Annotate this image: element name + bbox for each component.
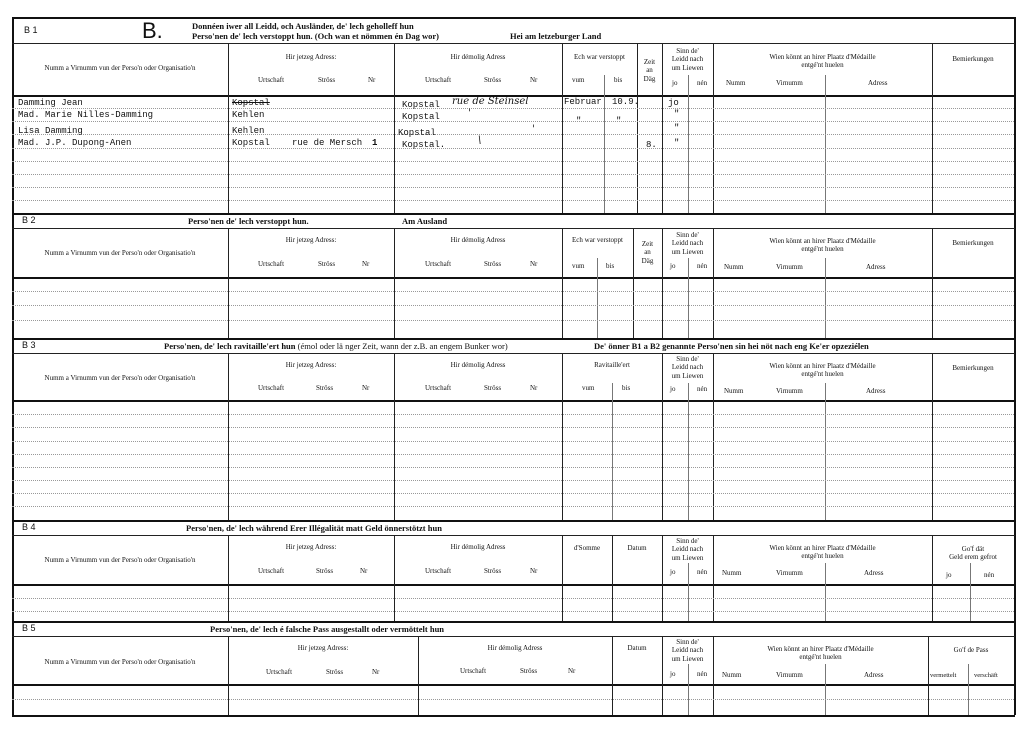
b4-repaid-header: Go'f dät Geld erem gefrot — [949, 545, 997, 562]
b5-virnumm: Virnumm — [776, 671, 803, 679]
b3-name-header: Numm a Virnumm vun der Perso'n oder Organisatio'n — [44, 374, 196, 382]
b3-vum: vum — [582, 384, 595, 392]
b3-virnumm: Virnumm — [776, 387, 803, 395]
b5-old-stross: Ströss — [520, 667, 538, 675]
b1-title-line1: Donnéen iwer all Leidd, och Ausländer, de' lech geholleff hun — [192, 21, 414, 31]
section-letter: B. — [142, 18, 163, 43]
b1-row4-cur-place: Kopstal — [232, 138, 270, 148]
b2-adress: Adress — [866, 263, 886, 271]
b4-old-nr: Nr — [530, 567, 538, 575]
b1-row3-alive: " — [674, 123, 680, 133]
b2-old-stross: Ströss — [484, 260, 502, 268]
b3-remarks-header: Bemierkungen — [952, 364, 994, 372]
b1-nen: nén — [697, 79, 708, 87]
b4-title: Perso'nen, de' lech während Erer Illégalität matt Geld önnerstötzt hun — [186, 523, 442, 533]
b1-row3-name: Lisa Damming — [18, 126, 83, 136]
b5-cur-nr: Nr — [372, 668, 380, 676]
b4-former-address-header: Hir démolig Adress — [450, 543, 506, 551]
b1-row1-cur-place: Kopstal — [232, 98, 270, 108]
b1-virnumm: Virnumm — [776, 79, 803, 87]
b2-current-address-header: Hir jetzeg Adress: — [285, 236, 337, 244]
b5-name-header: Numm a Virnumm vun der Perso'n oder Organisatio'n — [44, 658, 196, 666]
b5-old-urtschaft: Urtschaft — [460, 667, 487, 675]
b2-former-address-header: Hir démolig Adress — [450, 236, 506, 244]
b3-top — [12, 338, 1015, 340]
b1-current-address-header: Hir jetzeg Adress: — [285, 53, 337, 61]
b4-cur-urtschaft: Urtschaft — [258, 567, 285, 575]
b1-old-urtschaft: Urtschaft — [425, 76, 452, 84]
b1-row3-cur-place: Kehlen — [232, 126, 265, 136]
b4-virnumm: Virnumm — [776, 569, 803, 577]
b4-repaid-jo: jo — [946, 571, 952, 579]
b4-old-stross: Ströss — [484, 567, 502, 575]
b3-cur-urtschaft: Urtschaft — [258, 384, 285, 392]
b1-row2-old-place: Kopstal — [402, 112, 440, 122]
b5-former-address-header: Hir démolig Adress — [487, 644, 543, 652]
b4-old-urtschaft: Urtschaft — [425, 567, 452, 575]
b1-adress: Adress — [868, 79, 888, 87]
b1-title-extra: Hei am letzeburger Land — [510, 31, 602, 41]
b4-sum-header: d'Somme — [573, 544, 601, 552]
section-id-b2: B 2 — [22, 215, 36, 225]
b1-zeit-header: Zeit an Däg — [643, 58, 656, 83]
b3-medal-header: Wien könnt an hirer Plaatz d'Médaille entgé'nt huelen — [769, 362, 876, 379]
b1-row2-old-street: ' — [468, 108, 471, 119]
b2-numm: Numm — [724, 263, 744, 271]
b4-cur-stross: Ströss — [316, 567, 334, 575]
outer-border-bottom — [12, 715, 1015, 717]
b5-alive-header: Sinn de' Leidd nach um Liewen — [671, 638, 704, 663]
b1-row2-cur-place: Kehlen — [232, 110, 265, 120]
b1-row1-to: 10.9. — [612, 97, 640, 107]
b3-title: Perso'nen, de' lech ravitaille'ert hun (émol oder lä nger Zeit, wann der z.B. an engem Bunker wor) — [164, 341, 508, 351]
b2-vum: vum — [572, 262, 585, 270]
b5-vermettelt: vermettelt — [930, 672, 957, 679]
b1-name-header: Numm a Virnumm vun der Perso'n oder Organisatio'n — [44, 64, 196, 72]
b5-verschaft: verschäft — [974, 672, 998, 679]
b1-numm: Numm — [726, 79, 746, 87]
b5-pass-header: Go'f de Pass — [953, 646, 989, 654]
section-id-b5: B 5 — [22, 623, 36, 633]
b1-row3-to: " — [616, 116, 622, 126]
b1-row1-old-street: rue de Steinsel — [452, 96, 529, 107]
b1-vum: vum — [572, 76, 585, 84]
b3-current-address-header: Hir jetzeg Adress: — [285, 361, 337, 369]
b1-former-address-header: Hir démolig Adress — [450, 53, 506, 61]
b1-row3-old-street: ' — [532, 124, 535, 135]
b3-former-address-header: Hir démolig Adress — [450, 361, 506, 369]
b4-nen: nén — [697, 568, 708, 576]
b1-cur-urtschaft: Urtschaft — [258, 76, 285, 84]
b4-alive-header: Sinn de' Leidd nach um Liewen — [671, 537, 704, 562]
b3-numm: Numm — [724, 387, 744, 395]
b1-remarks-header: Bemierkungen — [952, 55, 994, 63]
section-id-b4: B 4 — [22, 522, 36, 532]
b3-old-urtschaft: Urtschaft — [425, 384, 452, 392]
b2-old-urtschaft: Urtschaft — [425, 260, 452, 268]
b2-medal-header: Wien könnt an hirer Plaatz d'Médaille entgé'nt huelen — [769, 237, 876, 254]
b1-row4-old-place: Kopstal. — [402, 140, 446, 150]
b1-row3-from: " — [576, 116, 582, 126]
b2-hidden-header: Ech war verstoppt — [572, 236, 623, 244]
b5-nen: nén — [697, 670, 708, 678]
b2-title-extra: Am Ausland — [402, 216, 448, 226]
b1-row1-old-place: Kopstal — [402, 100, 440, 110]
b4-current-address-header: Hir jetzeg Adress: — [285, 543, 337, 551]
b3-nen: nén — [697, 385, 708, 393]
b4-numm: Numm — [722, 569, 742, 577]
b3-supplied-header: Ravitaille'ert — [594, 361, 630, 369]
b5-old-nr: Nr — [568, 667, 576, 675]
b4-repaid-nen: nén — [984, 571, 995, 579]
b2-cur-stross: Ströss — [318, 260, 336, 268]
b1-row4-old-street: \ — [478, 135, 482, 146]
b1-jo: jo — [672, 79, 678, 87]
b2-nen: nén — [697, 262, 708, 270]
b1-row4-cur-street: rue de Mersch — [292, 138, 363, 148]
b2-remarks-header: Bemierkungen — [952, 239, 994, 247]
section-id-b3: B 3 — [22, 340, 36, 350]
b1-row2-alive: " — [674, 109, 680, 119]
b1-bis: bis — [614, 76, 623, 84]
b2-virnumm: Virnumm — [776, 263, 803, 271]
b4-date-header: Datum — [627, 544, 647, 552]
b2-old-nr: Nr — [530, 260, 538, 268]
b4-cur-nr: Nr — [360, 567, 368, 575]
b4-adress: Adress — [864, 569, 884, 577]
b1-row4-days: 8. — [646, 140, 657, 150]
b1-old-nr: Nr — [530, 76, 538, 84]
b3-title-extra: De' önner B1 a B2 genannte Perso'nen sin hei nöt nach eng Ke'er opzeziélen — [594, 341, 869, 351]
b2-title: Perso'nen de' lech verstoppt hun. — [188, 216, 309, 226]
b1-row1-from: Februar — [564, 97, 602, 107]
b5-title: Perso'nen, de' lech é falsche Pass ausgestallt oder vermöttelt hun — [210, 624, 445, 634]
b5-jo: jo — [670, 670, 676, 678]
b3-old-nr: Nr — [530, 384, 538, 392]
b3-bis: bis — [622, 384, 631, 392]
b2-bis: bis — [606, 262, 615, 270]
b5-medal-header: Wien könnt an hirer Plaatz d'Médaille entgé'nt huelen — [767, 645, 874, 662]
b4-medal-header: Wien könnt an hirer Plaatz d'Médaille entgé'nt huelen — [769, 544, 876, 561]
b2-jo: jo — [670, 262, 676, 270]
b1-cur-stross: Ströss — [318, 76, 336, 84]
b1-row2-name: Mad. Marie Nilles-Damming — [18, 110, 154, 120]
b1-header-top — [12, 43, 1015, 44]
b5-cur-stross: Ströss — [326, 668, 344, 676]
b4-jo: jo — [670, 568, 676, 576]
b2-name-header: Numm a Virnumm vun der Perso'n oder Organisatio'n — [44, 249, 196, 257]
b1-hidden-header: Ech war verstoppt — [574, 53, 625, 61]
b5-current-address-header: Hir jetzeg Adress: — [297, 644, 349, 652]
b5-top — [12, 621, 1015, 623]
b1-row4-cur-nr: 1 — [372, 138, 378, 148]
b3-jo: jo — [670, 385, 676, 393]
b5-numm: Numm — [722, 671, 742, 679]
b1-title-line2: Perso'nen de' lech verstoppt hun. (Och wan et nömmen én Dag wor) — [192, 31, 439, 41]
b3-cur-nr: Nr — [362, 384, 370, 392]
b3-cur-stross: Ströss — [316, 384, 334, 392]
b1-alive-header: Sinn de' Leidd nach um Liewen — [671, 47, 704, 72]
b2-cur-nr: Nr — [362, 260, 370, 268]
b1-medal-header: Wien könnt an hirer Plaatz d'Médaille entgé'nt huelen — [769, 53, 876, 70]
b2-alive-header: Sinn de' Leidd nach um Liewen — [671, 231, 704, 256]
b4-name-header: Numm a Virnumm vun der Perso'n oder Organisatio'n — [44, 556, 196, 564]
b5-date-header: Datum — [627, 644, 647, 652]
b2-zeit-header: Zeit an Däg — [641, 240, 654, 265]
b1-row3-old-place: Kopstal — [398, 128, 436, 138]
b1-row4-alive: " — [674, 138, 680, 148]
b3-adress: Adress — [866, 387, 886, 395]
b1-old-stross: Ströss — [484, 76, 502, 84]
b1-row1-alive: jo — [668, 98, 679, 108]
b5-cur-urtschaft: Urtschaft — [266, 668, 293, 676]
b4-top — [12, 520, 1015, 522]
b3-old-stross: Ströss — [484, 384, 502, 392]
b3-alive-header: Sinn de' Leidd nach um Liewen — [671, 355, 704, 380]
b5-adress: Adress — [864, 671, 884, 679]
outer-border-right — [1014, 17, 1016, 715]
section-id-b1: B 1 — [24, 25, 38, 35]
b2-cur-urtschaft: Urtschaft — [258, 260, 285, 268]
b2-top — [12, 213, 1015, 215]
b1-row1-name: Damming Jean — [18, 98, 83, 108]
b1-cur-nr: Nr — [368, 76, 376, 84]
b1-row4-name: Mad. J.P. Dupong-Anen — [18, 138, 132, 148]
